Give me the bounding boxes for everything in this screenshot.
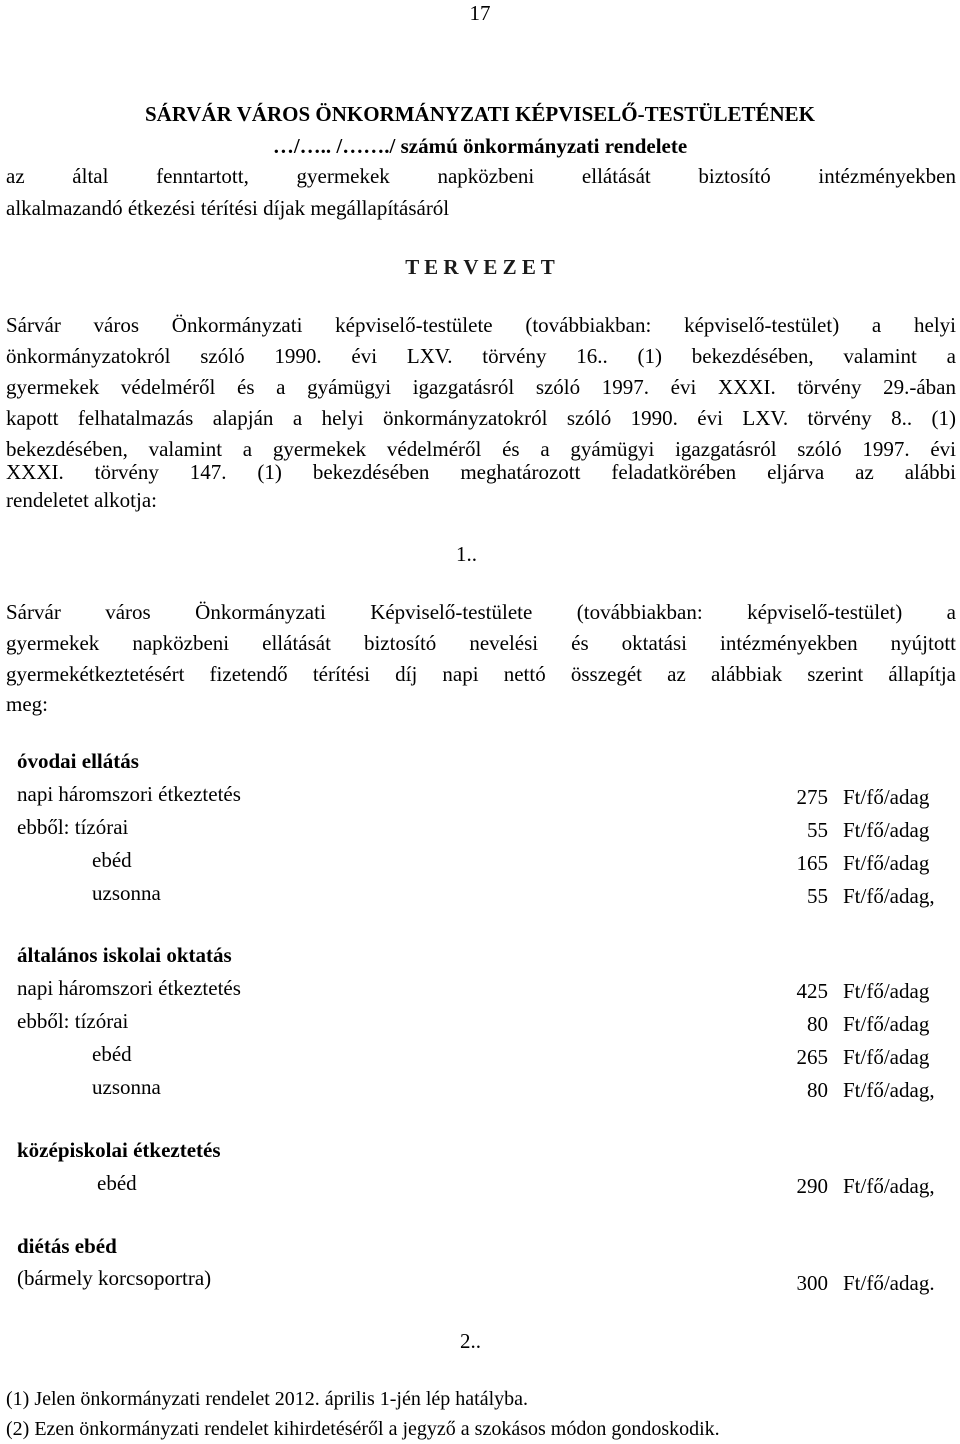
fee-unit: Ft/fő/adag [843, 785, 930, 809]
fee-unit: Ft/fő/adag [843, 979, 930, 1003]
title-line-1: SÁRVÁR VÁROS ÖNKORMÁNYZATI KÉPVISELŐ-TESTÜLETÉNEK [144, 102, 816, 126]
fee-label: uzsonna [92, 881, 161, 905]
fee-amount: 80 [807, 1078, 828, 1102]
fee-unit: Ft/fő/adag, [843, 1078, 935, 1102]
fee-label: uzsonna [92, 1075, 161, 1099]
fee-amount: 275 [796, 785, 828, 809]
fee-label: ebéd [97, 1171, 137, 1195]
preamble-line: gyermekek védelméről és a gyámügyi igazgatásról szóló 1997. évi XXXI. törvény 29.-ában [6, 375, 956, 399]
fee-unit: Ft/fő/adag [843, 818, 930, 842]
preamble-line: XXXI. törvény 147. (1) bekezdésében meghatározott feladatkörében eljárva az alábbi [6, 460, 956, 484]
fee-heading-dietas: diétás ebéd [17, 1234, 117, 1258]
section-2-item: (2) Ezen önkormányzati rendelet kihirdetéséről a jegyző a szokásos módon gondoskodik. [6, 1418, 720, 1440]
fee-amount: 290 [796, 1174, 828, 1198]
fee-heading-ovodai: óvodai ellátás [17, 749, 139, 773]
fee-unit: Ft/fő/adag, [843, 1174, 935, 1198]
fee-label: ebéd [92, 1042, 132, 1066]
fee-unit: Ft/fő/adag, [843, 884, 935, 908]
preamble-line: rendeletet alkotja: [6, 488, 158, 512]
preamble-line: Sárvár város Önkormányzati képviselő-testülete (továbbiakban: képviselő-testület) a helyi [6, 313, 956, 337]
fee-label: ebből: tízórai [17, 1009, 129, 1033]
page-number: 17 [469, 1, 491, 25]
section-1-line: Sárvár város Önkormányzati Képviselő-testülete (továbbiakban: képviselő-testület) a [6, 600, 956, 624]
section-1-line: gyermekétkeztetésért fizetendő térítési díj napi nettó összegét az alábbiak szerint állapítja [6, 662, 956, 686]
fee-amount: 425 [796, 979, 828, 1003]
section-1-label: 1.. [456, 542, 477, 566]
section-2-label: 2.. [460, 1329, 481, 1353]
preamble-line: kapott felhatalmazás alapján a helyi önkormányzatokról szóló 1990. évi LXV. törvény 8.. (1) [6, 406, 956, 430]
fee-label: ebből: tízórai [17, 815, 129, 839]
preamble-line: bekezdésében, valamint a gyermekek védelméről és a gyámügyi igazgatásról szóló 1997. évi [6, 437, 956, 461]
section-1-line: gyermekek napközbeni ellátását biztosító nevelési és oktatási intézményekben nyújtott [6, 631, 956, 655]
fee-label: napi háromszori étkeztetés [17, 782, 241, 806]
fee-amount: 165 [796, 851, 828, 875]
fee-unit: Ft/fő/adag. [843, 1271, 935, 1295]
fee-heading-kozepiskolai: középiskolai étkeztetés [17, 1138, 221, 1162]
section-2-item: (1) Jelen önkormányzati rendelet 2012. április 1-jén lép hatályba. [6, 1388, 529, 1410]
draft-label: T E R V E Z E T [405, 255, 555, 279]
fee-amount: 300 [796, 1271, 828, 1295]
section-1-line: meg: [6, 692, 48, 716]
title-line-3: az által fenntartott, gyermekek napközbeni ellátását biztosító intézményekben [6, 164, 956, 188]
fee-amount: 55 [807, 818, 828, 842]
title-line-2: …/….. /……./ számú önkormányzati rendelete [272, 134, 688, 158]
fee-amount: 55 [807, 884, 828, 908]
preamble-line: önkormányzatokról szóló 1990. évi LXV. törvény 16.. (1) bekezdésében, valamint a [6, 344, 956, 368]
fee-unit: Ft/fő/adag [843, 1045, 930, 1069]
fee-amount: 265 [796, 1045, 828, 1069]
fee-heading-altalanos: általános iskolai oktatás [17, 943, 232, 967]
fee-label: ebéd [92, 848, 132, 872]
fee-label: (bármely korcsoportra) [17, 1266, 212, 1290]
title-line-4: alkalmazandó étkezési térítési díjak megállapításáról [6, 196, 450, 220]
fee-unit: Ft/fő/adag [843, 851, 930, 875]
fee-amount: 80 [807, 1012, 828, 1036]
fee-unit: Ft/fő/adag [843, 1012, 930, 1036]
fee-label: napi háromszori étkeztetés [17, 976, 241, 1000]
